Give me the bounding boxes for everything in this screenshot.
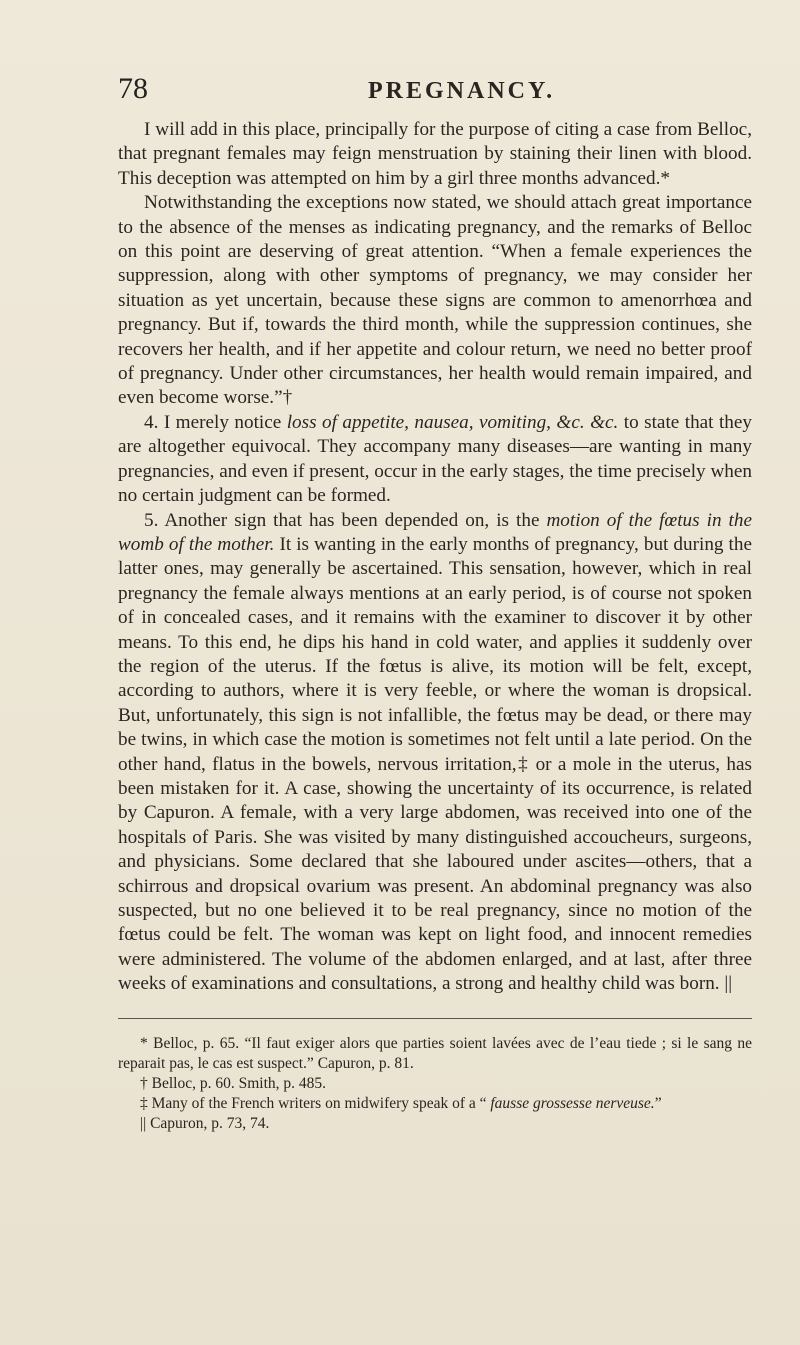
footnote-3: [118, 1094, 752, 1114]
paragraph-4: [118, 509, 752, 997]
footnote-3-end: ”: [654, 1095, 662, 1112]
running-head: PREGNANCY.: [368, 78, 556, 104]
footnote-4: || Capuron, p. 73, 74.: [140, 1115, 270, 1132]
paragraph-4-end: It is wanting in the early months of pregnancy, but during the latter ones, may generally be ascertained. This sensation, however, which in real pregnancy the female always mentions at an early period, is of course not spoken of in concealed cases, and it remains with the examiner to discover it by other means. To this end, he dips his hand in cold water, and applies it suddenly over the region of the uterus. If the fœtus is alive, its motion will be felt, except, according to authors, where it is very feeble, or where the woman is dropsical. But, unfortunately, this sign is not infallible, the fœtus may be dead, or there may be twins, in which case the motion is sometimes not felt until a late period. On the other hand, flatus in the bowels, nervous irritation,‡ or a mole in the uterus, has been mistaken for it. A case, showing the uncertainty of its occurrence, is related by Capuron. A female, with a very large abdomen, was received into one of the hospitals of Paris. She was visited by many distinguished accoucheurs, surgeons, and physicians. Some declared that she laboured under ascites—others, that a schirrous and dropsical ovarium was present. An abdominal pregnancy was also suspected, but no one believed it to be real pregnancy, since no motion of the fœtus could be felt. The woman was kept on light food, and innocent remedies were administered. The volume of the abdomen enlarged, and at last, after three weeks of examinations and consultations, a strong and healthy child was born. ||: [118, 533, 752, 995]
footnote-1: * Belloc, p. 65. “Il faut exiger alors que parties soient lavées avec de l’eau tiede ; si le sang ne reparait pas, le cas est suspect.” Capuron, p. 81.: [118, 1035, 752, 1072]
paragraph-1: I will add in this place, principally for the purpose of citing a case from Belloc, that pregnant females may feign menstruation by staining their linen with blood. This deception was attempted on him by a girl three months advanced.*: [118, 119, 752, 189]
paragraph-3-start: 4. I merely notice: [144, 411, 287, 433]
paragraph-4-italic: motion of the fœtus in the womb of the mother.: [118, 509, 752, 555]
footnote-3-start: ‡ Many of the French writers on midwifery speak of a “: [140, 1095, 491, 1112]
footnote-divider: [118, 1018, 752, 1019]
paragraph-2: Notwithstanding the exceptions now stated, we should attach great importance to the absence of the menses as indicating pregnancy, and the remarks of Belloc on this point are deserving of great attention. “When a female experiences the suppression, along with other symptoms of pregnancy, we may consider her situation as yet uncertain, because these signs are common to amenorrhœa and pregnancy. But if, towards the third month, while the suppression continues, she recovers her health, and if her appetite and colour return, we need no better proof of pregnancy. Under other circumstances, her health would remain impaired, and even become worse.”†: [118, 192, 752, 409]
page-header: [118, 72, 738, 112]
paragraph-3-end: to state that they are altogether equivocal. They accompany many diseases—are wanting in many pregnancies, and even if present, occur in the early stages, the time precisely when no certain judgment can be formed.: [118, 411, 753, 507]
paragraph-3: [118, 411, 752, 509]
body-text: [118, 118, 752, 997]
paragraph-3-italic: loss of appetite, nausea, vomiting, &c. &c.: [286, 411, 619, 433]
footnotes: [118, 1034, 752, 1134]
footnote-3-italic: fausse grossesse nerveuse.: [490, 1095, 655, 1112]
paragraph-4-start: 5. Another sign that has been depended on, is the: [144, 509, 547, 531]
footnote-2: † Belloc, p. 60. Smith, p. 485.: [140, 1075, 326, 1092]
page-number: 78: [118, 72, 148, 105]
